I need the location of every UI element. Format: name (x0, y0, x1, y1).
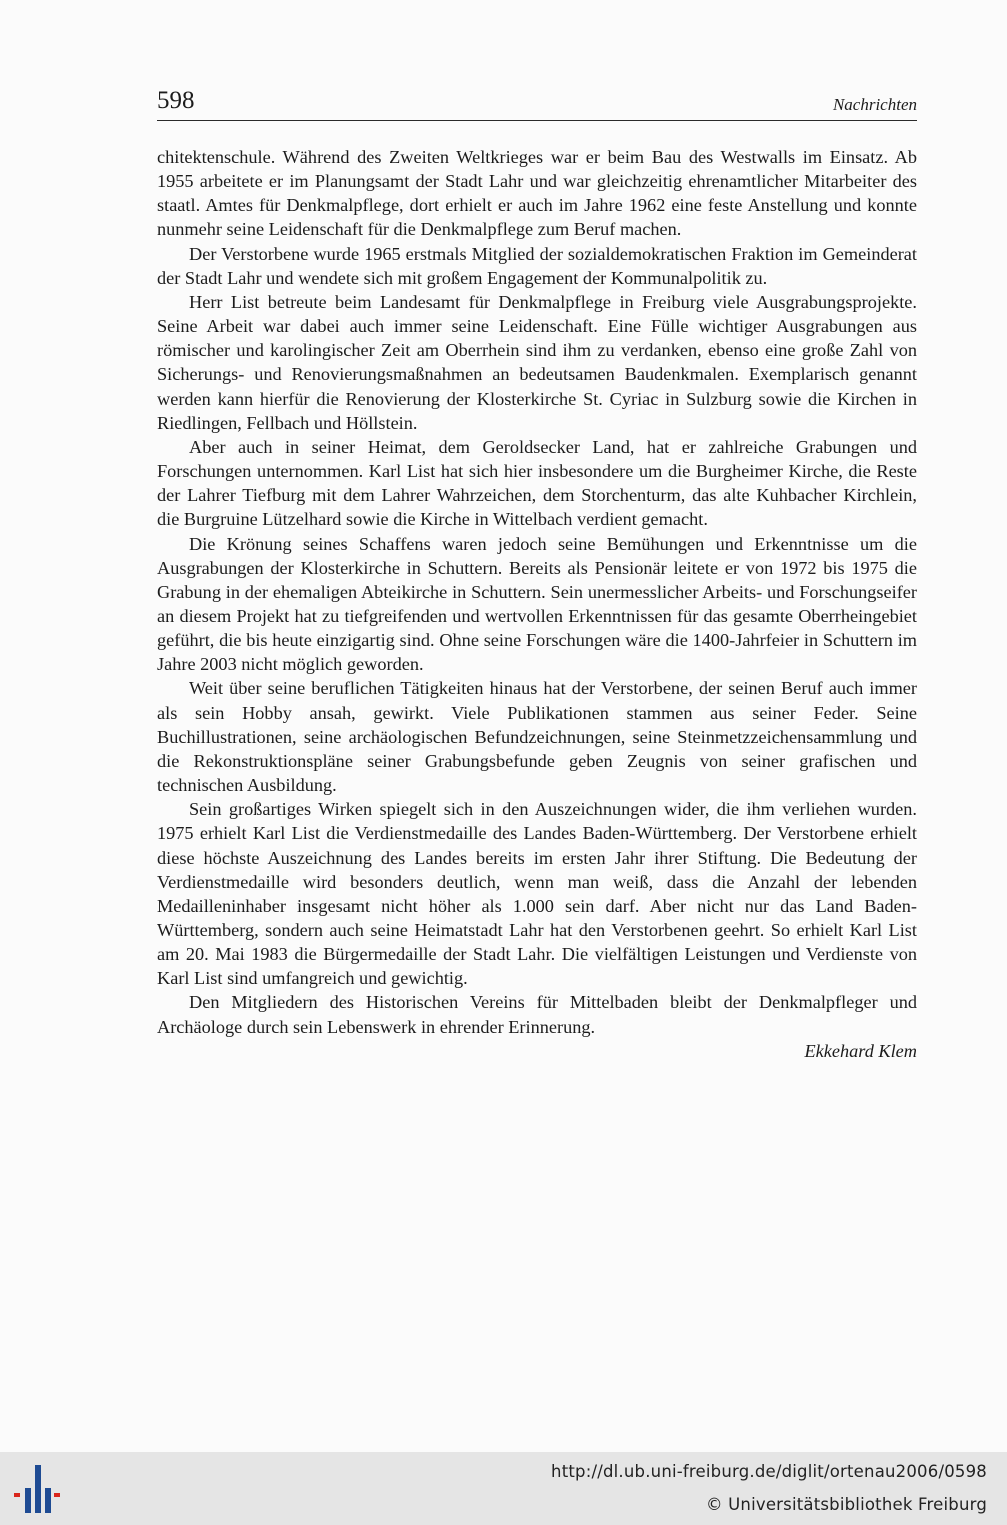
library-footer (0, 1452, 1007, 1525)
document-url-link[interactable]: http://dl.ub.uni-freiburg.de/diglit/ortenau2006/0598 (551, 1462, 987, 1481)
section-title: Nachrichten (832, 95, 917, 114)
paragraph: Sein großartiges Wirken spiegelt sich in den Auszeichnungen wider, die ihm verliehen wurden. 1975 erhielt Karl List die Verdienstmedaille des Landes Baden-Württemberg. Der Verstorbene erhielt diese höchste Auszeichnung des Landes bereits im ersten Jahr ihrer Stiftung. Die Bedeutung der Verdienstmedaille wird besonders deutlich, wenn man weiß, dass die Anzahl der lebenden Medailleninhaber insgesamt nicht höher als 1.000 sein darf. Aber nicht nur das Land Baden-Württemberg, sondern auch seine Heimatstadt Lahr hat den Verstorbenen geehrt. So erhielt Karl List am 20. Mai 1983 die Bürgermedaille der Stadt Lahr. Die vielfältigen Leistungen und Verdienste von Karl List sind umfangreich und gewichtig. (157, 799, 917, 989)
author-signature: Ekkehard Klem (804, 1040, 917, 1061)
paragraph: Aber auch in seiner Heimat, dem Geroldsecker Land, hat er zahlreiche Grabungen und Forschungen unternommen. Karl List hat sich hier insbesondere um die Burgheimer Kirche, die Reste der Lahrer Tiefburg mit dem Lahrer Wahrzeichen, dem Storchenturm, das alte Kuhbacher Kirchlein, die Burgruine Lützelhard sowie die Kirche in Wittelbach verdient gemacht. (157, 436, 917, 530)
paragraph: Weit über seine beruflichen Tätigkeiten hinaus hat der Verstorbene, der seinen Beruf auch immer als sein Hobby ansah, gewirkt. Viele Publikationen stammen aus seiner Feder. Seine Buchillustrationen, seine archäologischen Befundzeichnungen, seine Steinmetzzeichensammlung und die Rekonstruktionspläne seiner Grabungsbefunde geben Zeugnis von seiner grafischen und technischen Ausbildung. (157, 678, 917, 796)
page-header (157, 86, 917, 121)
page-number: 598 (157, 87, 195, 114)
paragraph: Herr List betreute beim Landesamt für Denkmalpflege in Freiburg viele Ausgrabungsprojekte. Seine Arbeit war dabei auch immer seine Leidenschaft. Eine Fülle wichtiger Ausgrabungen aus römischer und karolingischer Zeit am Oberrhein sind ihm zu verdanken, ebenso eine große Zahl von Sicherungs- und Renovierungsmaßnahmen an bedeutsamen Baudenkmalen. Exemplarisch genannt werden kann hierfür die Renovierung der Klosterkirche St. Cyriac in Sulzburg sowie die Kirchen in Riedlingen, Fellbach und Höllstein. (157, 291, 917, 433)
article-body (157, 145, 917, 1063)
paragraph: chitektenschule. Während des Zweiten Weltkrieges war er beim Bau des Westwalls im Einsatz. Ab 1955 arbeitete er im Planungsamt der Stadt Lahr und war gleichzeitig ehrenamtlicher Mitarbeiter des staatl. Amtes für Denkmalpflege, dort erhielt er auch im Jahre 1962 eine feste Anstellung und konnte nunmehr seine Leidenschaft für die Denkmalpflege zum Beruf machen. (157, 147, 917, 240)
paragraph: Der Verstorbene wurde 1965 erstmals Mitglied der sozialdemokratischen Fraktion im Gemeinderat der Stadt Lahr und wendete sich mit großem Engagement der Kommunalpolitik zu. (157, 243, 917, 288)
copyright-text: © Universitätsbibliothek Freiburg (705, 1495, 987, 1514)
paragraph: Die Krönung seines Schaffens waren jedoch seine Bemühungen und Erkenntnisse um die Ausgrabungen der Klosterkirche in Schuttern. Bereits als Pensionär leitete er von 1972 bis 1975 die Grabung in der ehemaligen Abteikirche in Schuttern. Sein unermesslicher Arbeits- und Forschungseifer an diesem Projekt hat zu tiefgreifenden und wertvollen Erkenntnissen für das gesamte Oberrheingebiet geführt, die bis heute einzigartig sind. Ohne seine Forschungen wäre die 1400-Jahrfeier in Schuttern im Jahre 2003 nicht möglich geworden. (157, 533, 917, 675)
library-logo-icon[interactable] (14, 1465, 62, 1513)
paragraph: Den Mitgliedern des Historischen Vereins für Mittelbaden bleibt der Denkmalpfleger und Archäologe durch sein Lebenswerk in ehrender Erinnerung. (157, 992, 917, 1037)
